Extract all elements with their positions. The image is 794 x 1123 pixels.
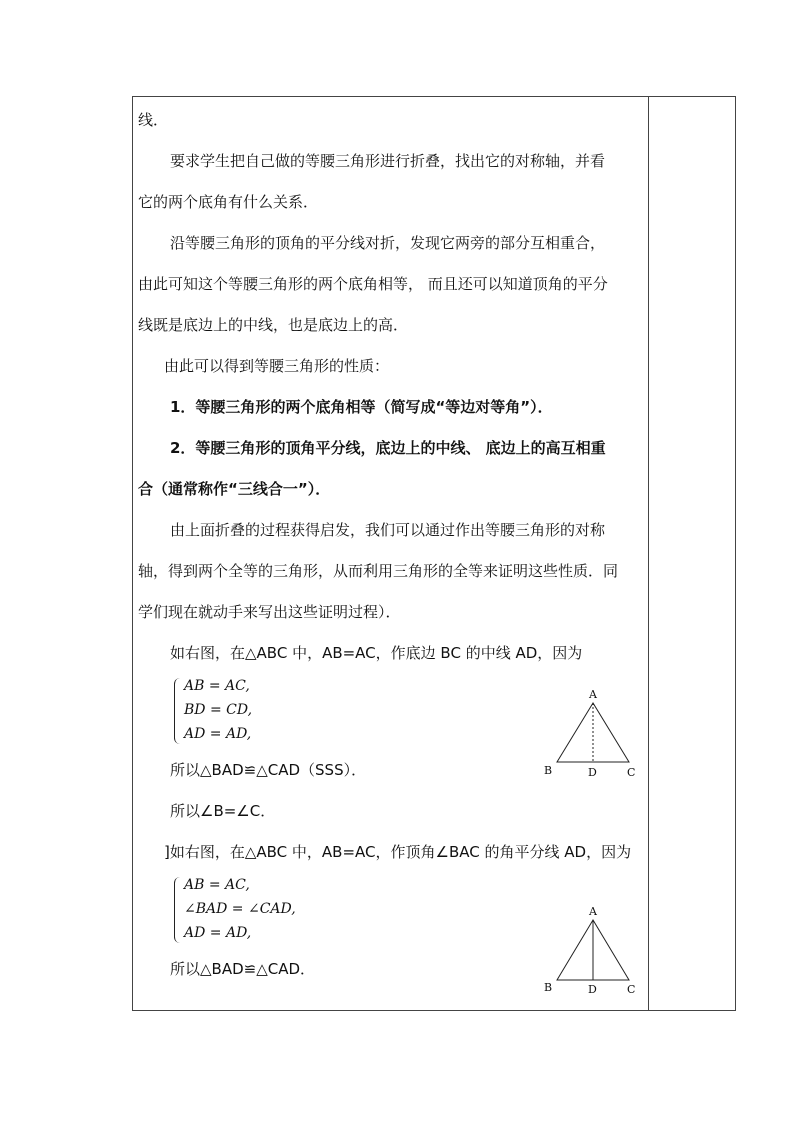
paragraph-line: 线既是底边上的中线，也是底边上的高． [138, 316, 409, 334]
vertex-label-a: A [589, 688, 597, 701]
vertex-label-d: D [588, 766, 597, 779]
proof-1-angle-conclusion: 所以∠B=∠C． [170, 802, 276, 820]
equation: AB = AC, [184, 877, 250, 893]
triangle-figure-2 [540, 905, 640, 1001]
vertex-label-a: A [589, 905, 597, 918]
vertex-label-c: C [627, 983, 636, 996]
lesson-content-cell [138, 100, 644, 990]
vertex-label-d: D [588, 983, 597, 996]
equation: AD = AD, [184, 726, 252, 742]
property-2: 2．等腰三角形的顶角平分线，底边上的中线、 底边上的高互相重 [170, 439, 606, 457]
paragraph-line: 由上面折叠的过程获得启发，我们可以通过作出等腰三角形的对称 [170, 521, 606, 539]
left-brace [174, 678, 181, 744]
left-brace [174, 877, 181, 943]
proof-2-intro: ]如右图，在△ABC 中，AB=AC，作顶角∠BAC 的角平分线 AD，因为 [164, 843, 632, 861]
paragraph-line: 线． [138, 111, 169, 129]
paragraph-line: 它的两个底角有什么关系． [138, 193, 319, 211]
paragraph-line: 由此可知这个等腰三角形的两个底角相等， 而且还可以知道顶角的平分 [138, 275, 608, 293]
table-column-divider [648, 96, 649, 1011]
triangle-figure-1 [540, 688, 640, 784]
proof-1-intro: 如右图，在△ABC 中，AB=AC，作底边 BC 的中线 AD，因为 [170, 644, 583, 662]
paragraph-line: 轴，得到两个全等的三角形，从而利用三角形的全等来证明这些性质．同 [138, 562, 619, 580]
equation: ∠BAD = ∠CAD, [184, 901, 296, 917]
paragraph-line: 要求学生把自己做的等腰三角形进行折叠，找出它的对称轴，并看 [170, 152, 606, 170]
proof-1-conclusion: 所以△BAD≌△CAD（SSS）． [170, 761, 367, 779]
paragraph-line: 沿等腰三角形的顶角的平分线对折，发现它两旁的部分互相重合， [170, 234, 606, 252]
equation: AD = AD, [184, 925, 252, 941]
paragraph-line: 学们现在就动手来写出这些证明过程）． [138, 603, 401, 621]
equation: BD = CD, [184, 702, 253, 718]
vertex-label-c: C [627, 766, 636, 779]
property-2-continued: 合（通常称作“三线合一”）． [138, 480, 331, 498]
vertex-label-b: B [544, 981, 553, 994]
paragraph-line: 由此可以得到等腰三角形的性质： [164, 357, 390, 375]
property-1: 1．等腰三角形的两个底角相等（简写成“等边对等角”）． [170, 398, 553, 416]
vertex-label-b: B [544, 764, 553, 777]
equation: AB = AC, [184, 678, 250, 694]
proof-2-conclusion: 所以△BAD≌△CAD． [170, 960, 316, 978]
